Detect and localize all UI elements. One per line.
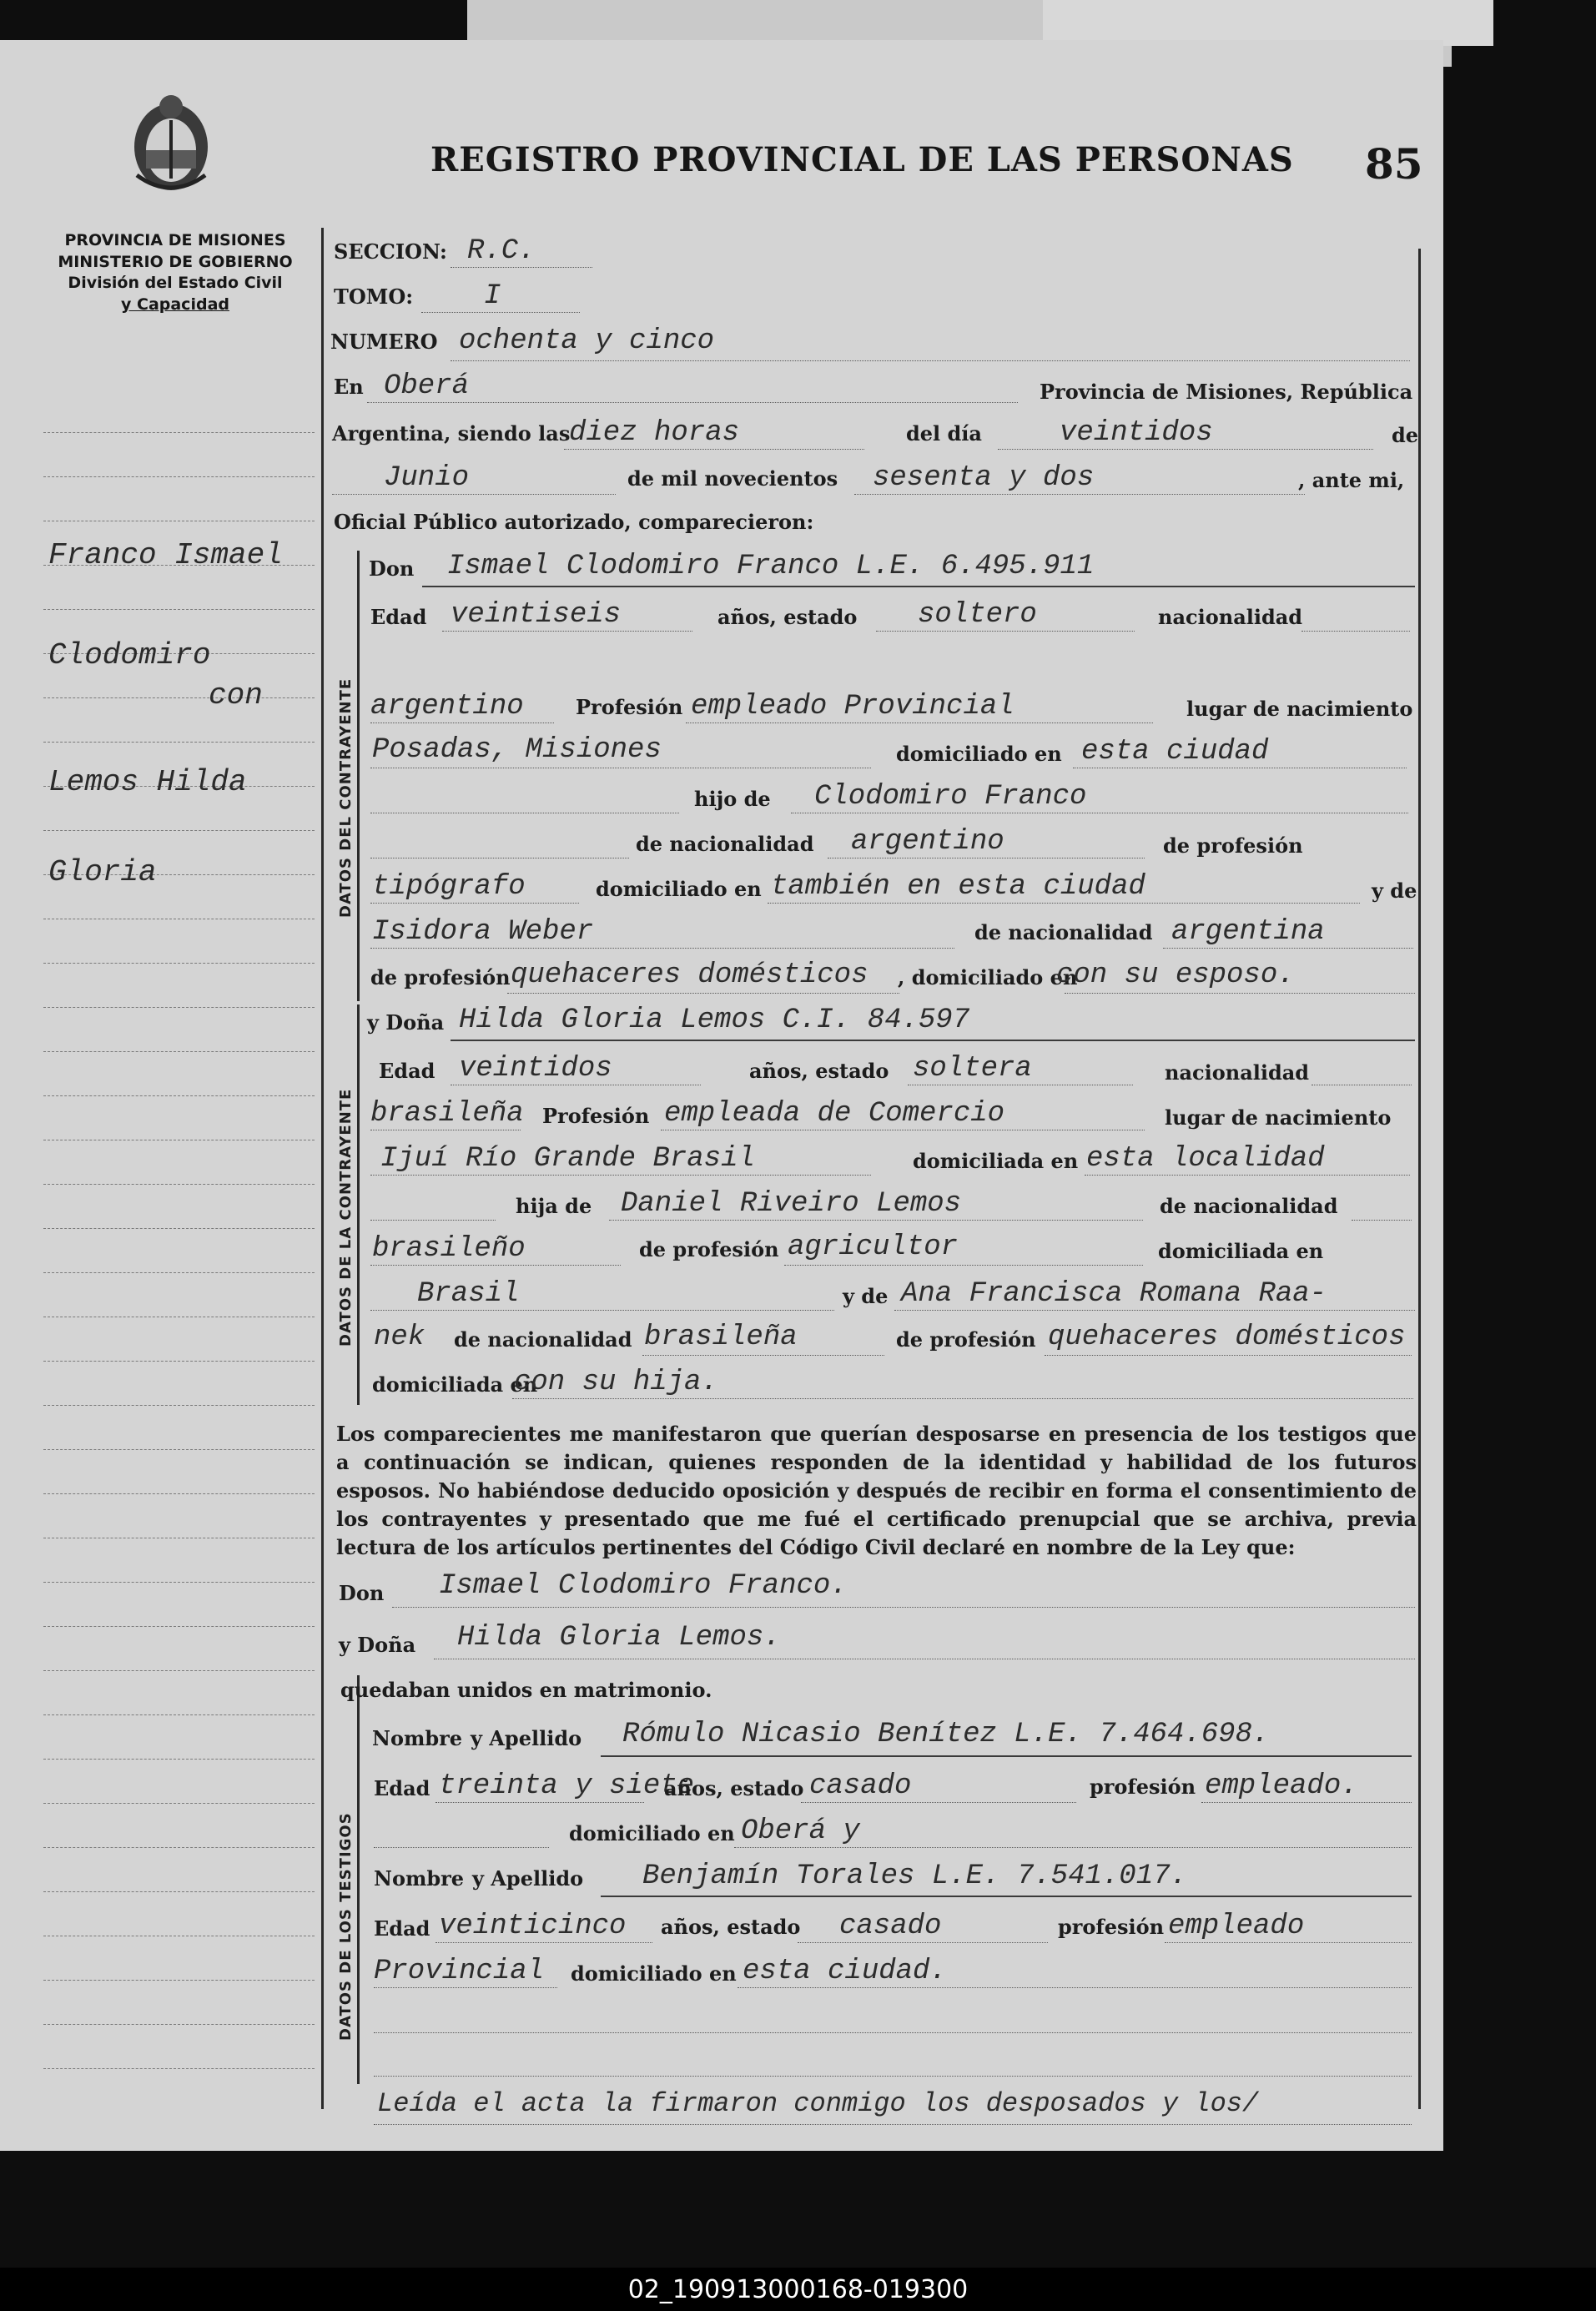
bride-mother-name: Ana Francisca Romana Raa- (901, 1278, 1327, 1310)
w1-anos-label: años, estado (664, 1776, 804, 1800)
dia-value: veintidos (1060, 417, 1213, 449)
del-dia-label: del día (906, 421, 982, 446)
margin-rule (43, 1361, 315, 1362)
bride-father-prof-value: agricultor (788, 1231, 959, 1263)
bride-father-nac-value-line (370, 1265, 621, 1266)
bride-father-nac-label: de nacionalidad (1160, 1194, 1338, 1218)
w1-prof: empleado. (1205, 1770, 1358, 1802)
w2-prof: empleado (1168, 1911, 1305, 1942)
bride-name: Hilda Gloria Lemos C.I. 84.597 (459, 1004, 970, 1036)
bride-dona-label: y Doña (367, 1010, 445, 1035)
decl-closing: quedaban unidos en matrimonio. (340, 1678, 712, 1702)
bride-section-label: DATOS DE LA CONTRAYENTE (337, 1088, 355, 1347)
margin-rule (43, 1007, 315, 1008)
groom-name: Ismael Clodomiro Franco L.E. 6.495.911 (447, 551, 1095, 582)
margin-rule (43, 963, 315, 964)
provincia-label: Provincia de Misiones, República (1040, 380, 1413, 404)
bride-father-prof-line (784, 1265, 1143, 1266)
groom-father-dom-value: también en esta ciudad (771, 871, 1145, 903)
w2-dom-label: domiciliado en (571, 1961, 737, 1986)
groom-edad-line (442, 631, 692, 632)
w-blank-line1 (374, 2032, 1412, 2033)
bride-prof-label: Profesión (542, 1104, 650, 1128)
margin-rule (43, 1847, 315, 1848)
tomo-line (421, 312, 580, 313)
margin-separator (321, 228, 324, 2109)
bride-edad-value: veintidos (459, 1053, 612, 1085)
w2-prof-cont: Provincial (374, 1956, 545, 1987)
mil-label: de mil novecientos (627, 466, 838, 491)
bride-mother-prof-line (1045, 1355, 1412, 1356)
margin-rule (43, 1891, 315, 1892)
seccion-label: SECCION: (334, 239, 447, 264)
margin-note-line3: con (209, 678, 263, 712)
groom-mother-dom-line (1065, 993, 1415, 994)
margin-column (43, 432, 315, 2117)
numero-value: ochenta y cinco (459, 325, 715, 357)
decl-bride-name: Hilda Gloria Lemos. (457, 1622, 781, 1654)
anio-value: sesenta y dos (873, 462, 1095, 494)
margin-rule (43, 1184, 315, 1185)
groom-lugar-value: Posadas, Misiones (372, 734, 662, 766)
w1-apellido-label: y Apellido (471, 1726, 582, 1750)
margin-rule (43, 1980, 315, 1981)
bride-father-dom-line (370, 1310, 834, 1311)
margin-rule (43, 1051, 315, 1052)
w1-blank-line (374, 1847, 549, 1848)
bride-father-name: Daniel Riveiro Lemos (621, 1188, 962, 1220)
bride-mother-nac-label: de nacionalidad (454, 1327, 632, 1352)
groom-anos-label: años, estado (717, 605, 858, 629)
closing-note: Leída el acta la firmaron conmigo los desposados y los/ (377, 2088, 1259, 2119)
margin-note-line1: Franco Ismael (48, 538, 283, 572)
bride-mother-dom-label: domiciliada en (372, 1372, 538, 1397)
bride-name-line (451, 1040, 1415, 1041)
bride-mother-prof-value: quehaceres domésticos (1048, 1322, 1406, 1353)
mes-line (332, 494, 616, 495)
groom-y-de-label: y de (1372, 879, 1417, 903)
bride-prof-value: empleada de Comercio (664, 1098, 1005, 1130)
margin-rule (43, 830, 315, 831)
groom-father-dom-line (768, 903, 1360, 904)
bride-mother-name-cont: nek (374, 1322, 425, 1353)
oficial-label: Oficial Público autorizado, comparecieron: (334, 510, 814, 534)
w2-edad: veinticinco (439, 1911, 627, 1942)
bride-blank-line (370, 1220, 496, 1221)
decl-groom-name: Ismael Clodomiro Franco. (439, 1570, 848, 1602)
groom-father-prof-value: tipógrafo (372, 871, 526, 903)
w2-estado: casado (839, 1911, 942, 1942)
en-value: Oberá (384, 370, 470, 402)
w2-nombre-label: Nombre (374, 1866, 465, 1891)
bride-dom-line (1085, 1175, 1410, 1176)
groom-section-label: DATOS DEL CONTRAYENTE (337, 677, 355, 918)
ministry-line1: PROVINCIA DE MISIONES (64, 231, 286, 249)
witness-section-bracket (357, 1675, 360, 2084)
w1-name: Rómulo Nicasio Benítez L.E. 7.464.698. (622, 1719, 1270, 1750)
bride-father-nac-line (1352, 1220, 1412, 1221)
w1-edad-line (436, 1802, 644, 1803)
anio-line (854, 494, 1305, 495)
groom-father-dom-label: domiciliado en (596, 877, 762, 901)
w1-edad-label: Edad (374, 1776, 430, 1800)
w-blank-line2 (374, 2076, 1412, 2077)
groom-nac-value: argentino (370, 691, 524, 723)
decl-dona-label: y Doña (339, 1633, 416, 1657)
bride-anos-label: años, estado (749, 1059, 889, 1083)
groom-mother-nac-label: de nacionalidad (974, 920, 1153, 944)
bride-lugar-label: lugar de nacimiento (1165, 1105, 1392, 1130)
w1-prof-label: profesión (1090, 1775, 1196, 1799)
bride-y-de-label: y de (843, 1284, 889, 1308)
next-page-edge-top (1043, 0, 1493, 46)
groom-father-name: Clodomiro Franco (814, 781, 1087, 813)
w2-edad-line (436, 1942, 652, 1943)
bride-hija-label: hija de (516, 1194, 592, 1218)
groom-father-prof-line (370, 903, 579, 904)
groom-mother-dom-label: , domiciliado en (898, 965, 1078, 989)
bride-mother-nac-line (642, 1355, 884, 1356)
w2-anos-label: años, estado (661, 1915, 801, 1939)
margin-rule (43, 1095, 315, 1096)
groom-edad-label: Edad (370, 605, 427, 629)
dia-line (998, 449, 1373, 450)
margin-rule (43, 1272, 315, 1273)
closing-note-line (374, 2124, 1412, 2125)
groom-name-line (422, 586, 1415, 587)
margin-rule (43, 2068, 315, 2069)
bride-mother-nac-value: brasileña (644, 1322, 798, 1353)
ministry-block (33, 230, 317, 316)
seccion-line (451, 267, 592, 268)
groom-mother-prof-value: quehaceres domésticos (511, 959, 868, 991)
bride-father-nac-value: brasileño (372, 1233, 526, 1265)
ministry-line3: División del Estado Civil (68, 274, 283, 293)
ante-label: , ante mi, (1298, 468, 1405, 492)
w1-edad: treinta y siete (439, 1770, 695, 1802)
tomo-label: TOMO: (334, 284, 414, 309)
groom-nac-label: nacionalidad (1158, 605, 1303, 629)
bride-mother-dom-value: con su hija. (514, 1367, 718, 1398)
en-label: En (334, 375, 364, 399)
margin-note-line5: Gloria (48, 855, 157, 889)
numero-line (451, 360, 1410, 361)
groom-edad-value: veintiseis (451, 599, 622, 631)
margin-rule (43, 432, 315, 433)
w1-name-line (601, 1755, 1412, 1757)
declaration-text: Los comparecientes me manifestaron que querían desposarse en presencia de los testigos que a continuación se indican, quienes responden de la identidad y habilidad de los futuros esposos. No habiéndose deducido oposición y después de recibir en forma el consentimiento de los contrayentes y presentado que me fué el certificado prenupcial que se archiva, previa lectura de los artículos pertinentes del Código Civil declaré en nombre de la Ley que: (336, 1422, 1417, 1559)
groom-prof-label: Profesión (576, 695, 683, 719)
w2-dom: esta ciudad. (743, 1956, 947, 1987)
mes-value: Junio (384, 462, 470, 494)
groom-mother-nac-line (1163, 948, 1413, 949)
en-line (367, 402, 1018, 403)
w2-apellido-label: y Apellido (472, 1866, 584, 1891)
groom-hijo-label: hijo de (694, 787, 771, 811)
w2-prof-label: profesión (1058, 1915, 1165, 1939)
bride-lugar-value: Ijuí Río Grande Brasil (380, 1143, 755, 1175)
groom-mother-line (370, 948, 954, 949)
margin-rule (43, 609, 315, 610)
groom-father-prof-label: de profesión (1163, 833, 1303, 858)
margin-rule (43, 1228, 315, 1229)
bride-mother-line (894, 1310, 1415, 1311)
margin-rule (43, 1626, 315, 1627)
ministry-line2: MINISTERIO DE GOBIERNO (58, 252, 293, 271)
w2-name: Benjamín Torales L.E. 7.541.017. (642, 1860, 1187, 1892)
margin-rule (43, 697, 315, 698)
w1-nombre-label: Nombre (372, 1726, 463, 1750)
bride-nac-label: nacionalidad (1165, 1060, 1310, 1085)
margin-rule (43, 1493, 315, 1494)
w2-prof-line (1165, 1942, 1412, 1943)
groom-mother-name: Isidora Weber (372, 916, 594, 948)
hora-value: diez horas (569, 417, 740, 449)
w1-dom-line (734, 1847, 1412, 1848)
w2-dom-line (738, 1987, 1412, 1988)
w1-estado: casado (809, 1770, 912, 1802)
tomo-value: I (484, 280, 501, 312)
coat-of-arms-icon (125, 92, 217, 199)
right-border (1418, 249, 1421, 2109)
w1-dom: Oberá y (741, 1815, 860, 1847)
hora-line (564, 449, 864, 450)
groom-mother-prof-label: de profesión (370, 965, 511, 989)
groom-mother-nac-value: argentina (1171, 916, 1325, 948)
groom-estado-value: soltero (918, 599, 1037, 631)
margin-rule (43, 1803, 315, 1804)
argentina-label: Argentina, siendo las (332, 421, 571, 446)
margin-rule (43, 2024, 315, 2025)
margin-rule (43, 1714, 315, 1715)
bride-father-dom-label: domiciliada en (1158, 1239, 1324, 1263)
groom-estado-line (876, 631, 1135, 632)
bride-mother-prof-label: de profesión (896, 1327, 1036, 1352)
de-label: de (1392, 423, 1419, 447)
margin-rule (43, 1670, 315, 1671)
margin-rule (43, 476, 315, 477)
margin-rule (43, 1759, 315, 1760)
bride-father-line (609, 1220, 1143, 1221)
w1-estado-line (801, 1802, 1076, 1803)
groom-mother-prof-line (507, 993, 899, 994)
bride-nac-value: brasileña (370, 1098, 524, 1130)
margin-rule (43, 1582, 315, 1583)
bride-mother-dom-line (512, 1398, 1413, 1399)
decl-groom-line (392, 1607, 1415, 1608)
groom-nac-line (1301, 631, 1410, 632)
margin-rule (43, 1405, 315, 1406)
margin-rule (43, 1449, 315, 1450)
margin-note-line2: Clodomiro (48, 638, 211, 672)
bride-edad-label: Edad (379, 1059, 436, 1083)
groom-don-label: Don (369, 556, 415, 581)
groom-section-bracket (357, 551, 360, 1001)
bride-father-prof-label: de profesión (639, 1237, 779, 1261)
ministry-line4: y Capacidad (121, 295, 229, 314)
w2-edad-label: Edad (374, 1916, 430, 1941)
margin-note-line4: Lemos Hilda (48, 765, 247, 799)
w2-name-line (601, 1896, 1412, 1897)
witness-section-label: DATOS DE LOS TESTIGOS (337, 1812, 355, 2041)
w2-prof-cont-line (374, 1987, 557, 1988)
groom-father-nac-label: de nacionalidad (636, 832, 814, 856)
w1-dom-label: domiciliado en (569, 1821, 735, 1845)
decl-don-label: Don (339, 1581, 385, 1605)
groom-prof-value: empleado Provincial (691, 691, 1014, 723)
bride-dom-value: esta localidad (1086, 1143, 1325, 1175)
groom-dom-value: esta ciudad (1081, 736, 1269, 768)
bride-estado-value: soltera (913, 1053, 1032, 1085)
groom-mother-dom-value: con su esposo. (1056, 959, 1295, 991)
groom-father-nac-value: argentino (851, 826, 1004, 858)
margin-rule (43, 742, 315, 743)
bride-dom-label: domiciliada en (913, 1149, 1079, 1173)
page-number: 85 (1365, 139, 1423, 189)
bride-section-bracket (357, 1004, 360, 1405)
groom-dom-label: domiciliado en (896, 742, 1062, 766)
register-page (0, 40, 1443, 2151)
groom-lugar-label: lugar de nacimiento (1186, 697, 1413, 721)
seccion-value: R.C. (467, 235, 536, 267)
page-title: REGISTRO PROVINCIAL DE LAS PERSONAS (430, 140, 1294, 179)
w2-estado-line (798, 1942, 1048, 1943)
bride-father-dom-value: Brasil (417, 1278, 520, 1310)
numero-label: NUMERO (330, 330, 438, 354)
bride-lugar-line (370, 1175, 871, 1176)
w1-prof-line (1201, 1802, 1412, 1803)
file-id-label: 02_190913000168-019300 (627, 2275, 969, 2304)
